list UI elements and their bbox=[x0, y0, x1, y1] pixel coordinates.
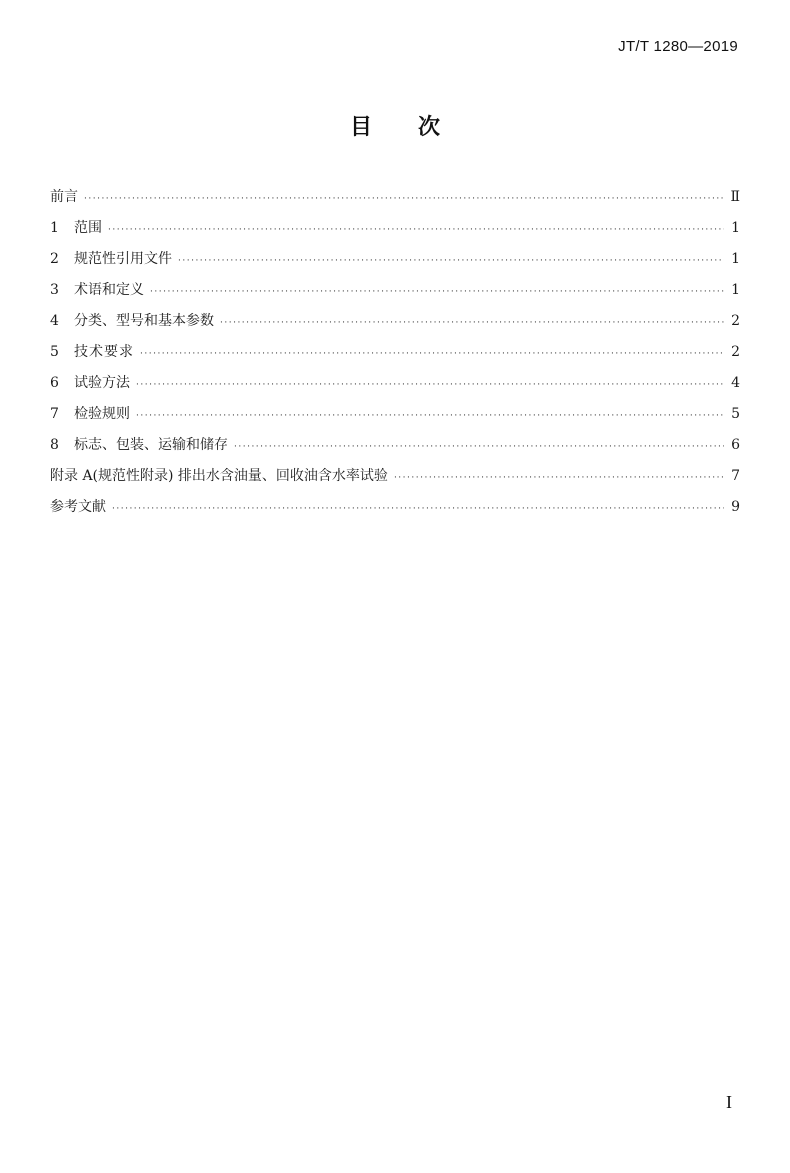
toc-entry-label: 分类、型号和基本参数 bbox=[74, 313, 214, 329]
toc-entry-label: 规范性引用文件 bbox=[74, 251, 172, 267]
standard-code: JT/T 1280—2019 bbox=[618, 38, 738, 55]
toc-dot-leader bbox=[234, 432, 724, 463]
toc-entry-classification[interactable] bbox=[50, 306, 740, 337]
toc-entry-marking-packaging[interactable] bbox=[50, 430, 740, 461]
toc-entry-page: 2 bbox=[731, 344, 740, 360]
toc-entry-page: 9 bbox=[731, 499, 740, 515]
toc-dot-leader bbox=[394, 463, 724, 494]
page-number: I bbox=[726, 1092, 732, 1112]
toc-entry-number: 5 bbox=[50, 344, 59, 360]
toc-entry-number: 2 bbox=[50, 251, 59, 267]
table-of-contents bbox=[50, 182, 740, 523]
toc-entry-label: 术语和定义 bbox=[74, 282, 144, 298]
page-title: 目次 bbox=[349, 115, 486, 140]
toc-entry-label: 附录 A(规范性附录) 排出水含油量、回收油含水率试验 bbox=[50, 468, 388, 484]
toc-entry-foreword[interactable] bbox=[50, 182, 740, 213]
toc-entry-technical-requirements[interactable] bbox=[50, 337, 740, 368]
toc-entry-page: 4 bbox=[731, 375, 740, 391]
toc-entry-annex-a[interactable] bbox=[50, 461, 740, 492]
toc-entry-label: 试验方法 bbox=[74, 375, 130, 391]
toc-entry-label: 技术要求 bbox=[74, 344, 134, 360]
toc-entry-number: 7 bbox=[50, 406, 59, 422]
toc-entry-number: 8 bbox=[50, 437, 59, 453]
toc-entry-page: 7 bbox=[731, 468, 740, 484]
toc-dot-leader bbox=[150, 277, 724, 308]
toc-entry-number: 3 bbox=[50, 282, 59, 298]
toc-dot-leader bbox=[112, 494, 724, 525]
toc-entry-terms-definitions[interactable] bbox=[50, 275, 740, 306]
toc-entry-bibliography[interactable] bbox=[50, 492, 740, 523]
toc-entry-normative-references[interactable] bbox=[50, 244, 740, 275]
toc-entry-test-methods[interactable] bbox=[50, 368, 740, 399]
toc-entry-page: 1 bbox=[731, 282, 740, 298]
toc-entry-number: 6 bbox=[50, 375, 59, 391]
toc-entry-page: 6 bbox=[731, 437, 740, 453]
toc-entry-page: 1 bbox=[731, 251, 740, 267]
toc-dot-leader bbox=[136, 370, 724, 401]
toc-entry-page: 5 bbox=[731, 406, 740, 422]
toc-dot-leader bbox=[84, 184, 724, 215]
toc-dot-leader bbox=[178, 246, 724, 277]
toc-entry-label: 标志、包装、运输和储存 bbox=[74, 437, 228, 453]
toc-entry-inspection-rules[interactable] bbox=[50, 399, 740, 430]
toc-entry-label: 前言 bbox=[50, 189, 78, 205]
toc-entry-scope[interactable] bbox=[50, 213, 740, 244]
toc-entry-page: 2 bbox=[731, 313, 740, 329]
toc-dot-leader bbox=[108, 215, 724, 246]
toc-entry-label: 范围 bbox=[74, 220, 102, 236]
toc-entry-label: 检验规则 bbox=[74, 406, 130, 422]
toc-dot-leader bbox=[136, 401, 724, 432]
toc-dot-leader bbox=[140, 339, 724, 370]
toc-entry-page: Ⅱ bbox=[730, 189, 740, 205]
toc-entry-label: 参考文献 bbox=[50, 499, 106, 515]
toc-entry-number: 1 bbox=[50, 220, 59, 236]
toc-entry-number: 4 bbox=[50, 313, 59, 329]
toc-dot-leader bbox=[220, 308, 724, 339]
toc-entry-page: 1 bbox=[731, 220, 740, 236]
